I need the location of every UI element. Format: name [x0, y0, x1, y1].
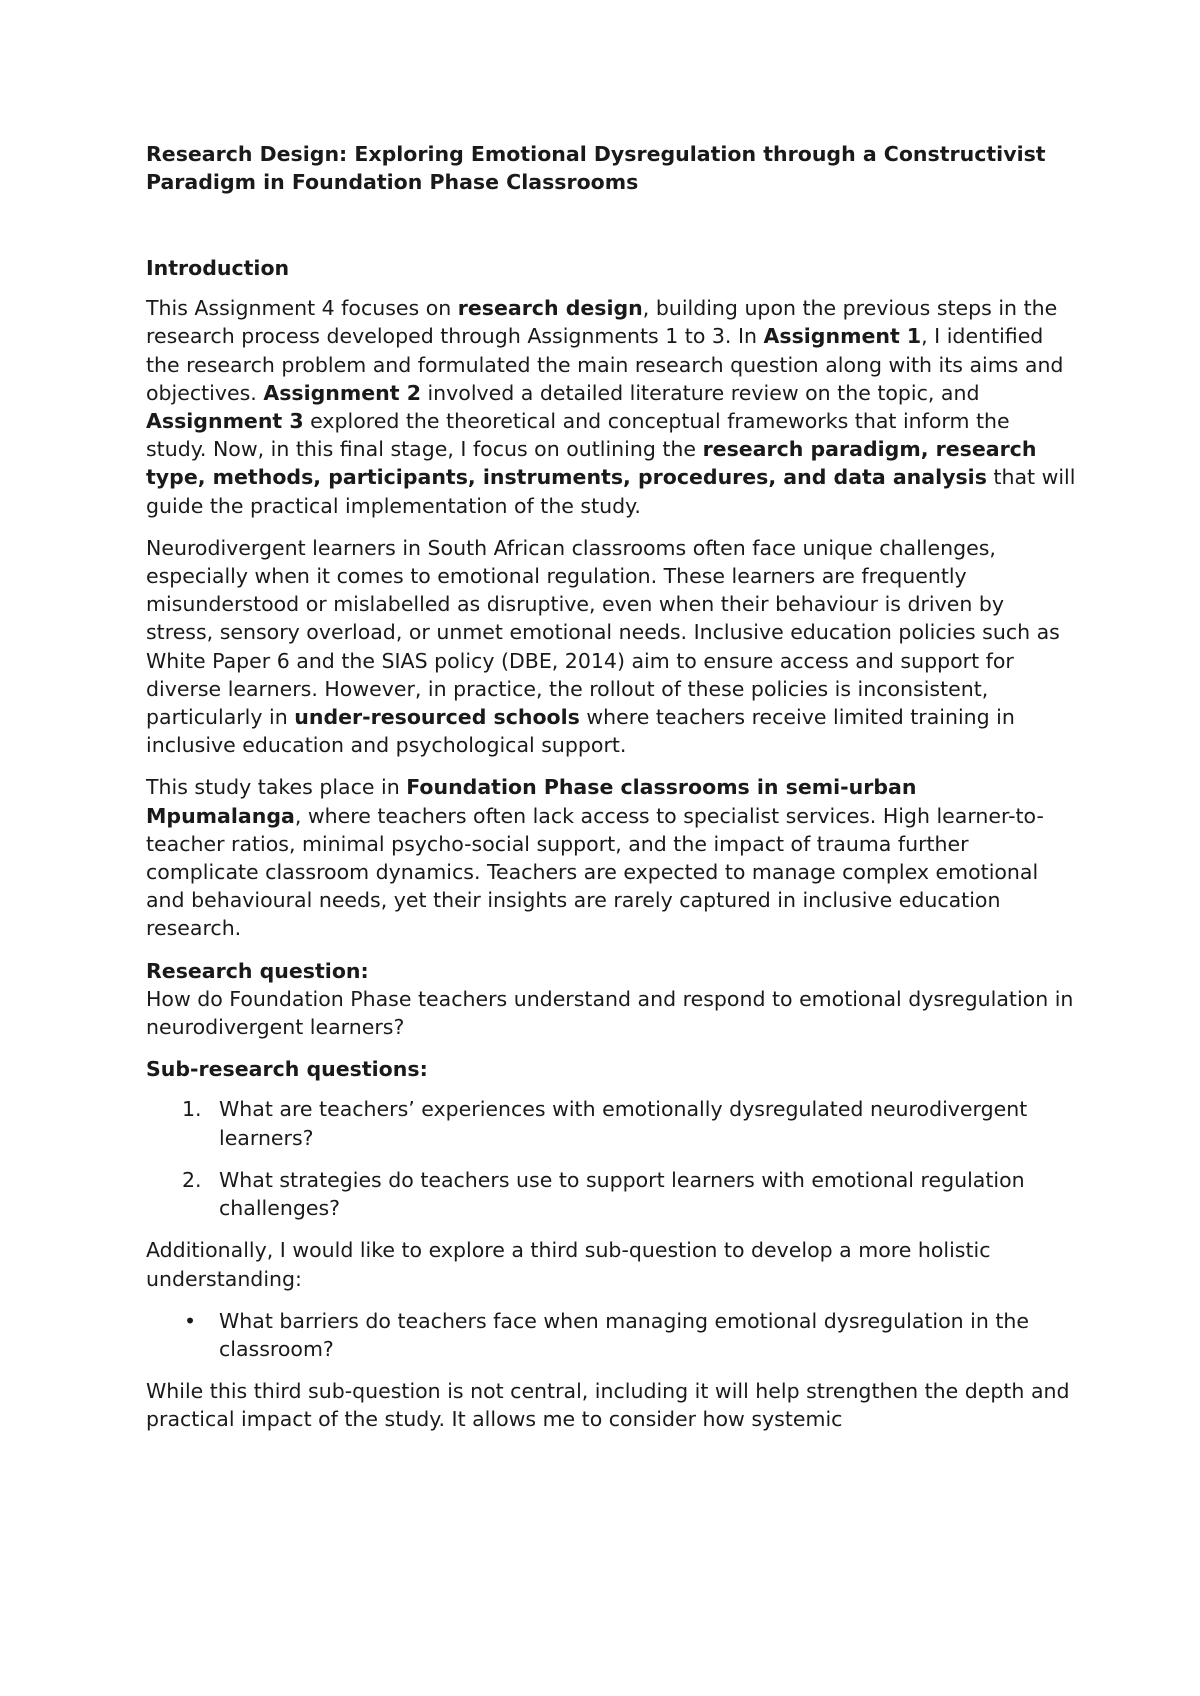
additional-paragraph: Additionally, I would like to explore a third sub-question to develop a more holistic understanding:	[146, 1238, 991, 1291]
text-run: This Assignment 4 focuses on	[146, 296, 458, 321]
closing-paragraph: While this third sub-question is not central, including it will help strengthen the depth and practical impact of the study. It allows me to consider how systemic	[146, 1379, 1070, 1432]
bold-text-run: research paradigm, research type, methods, participants, instruments, procedures, and data analysis	[146, 437, 1037, 490]
bold-text-run: Assignment 1	[763, 324, 922, 349]
list-item-text: What strategies do teachers use to support learners with emotional regulation challenges?	[219, 1167, 1025, 1221]
text-run: explored the theoretical and conceptual frameworks that inform the study. Now, in this final stage, I focus on outlining the	[146, 409, 1010, 462]
bold-text-run: Foundation Phase classrooms in semi-urban Mpumalanga	[146, 775, 917, 828]
text-run: that will guide the practical implementation of the study.	[146, 465, 1076, 518]
text-run: , where teachers often lack access to specialist services. High learner-to-teacher ratios, minimal psycho-social support, and the impact of trauma further complicate classroom dynamics. Teachers are expected to manage complex emotional and behavioural needs, yet their insights are rarely captured in inclusive education research.	[146, 803, 1044, 941]
research-question-heading: Research question:	[146, 958, 369, 983]
bold-text-run: Assignment 2	[263, 380, 421, 405]
list-number: 2.	[182, 1167, 202, 1192]
document-title: Research Design: Exploring Emotional Dysregulation through a Constructivist Paradigm in Foundation Phase Classrooms	[146, 142, 1046, 194]
text-run: involved a detailed literature review on the topic, and	[420, 380, 980, 405]
research-question-text: How do Foundation Phase teachers understand and respond to emotional dysregulation in neurodivergent learners?	[146, 986, 1074, 1040]
list-item	[146, 1307, 1076, 1363]
intro-paragraph-3	[146, 773, 1076, 942]
sub-questions-list	[146, 1095, 1076, 1222]
list-number: 1.	[182, 1097, 202, 1122]
text-run: , I identified the research problem and formulated the main research question along with its aims and objectives.	[146, 324, 1064, 405]
list-item	[146, 1095, 1076, 1151]
list-item	[146, 1166, 1076, 1222]
text-run: This study takes place in	[146, 775, 407, 800]
intro-paragraph-2	[146, 534, 1076, 760]
list-item-text: What are teachers’ experiences with emotionally dysregulated neurodivergent learners?	[219, 1097, 1028, 1150]
intro-heading: Introduction	[146, 256, 290, 280]
text-run: where teachers receive limited training in inclusive education and psychological support.	[146, 705, 1015, 758]
text-run: Neurodivergent learners in South African classrooms often face unique challenges, especially when it comes to emotional regulation. These learners are frequently misunderstood or mislabelled as disruptive, even when their behaviour is driven by stress, sensory overload, or unmet emotional needs. Inclusive education policies such as White Paper 6 and the SIAS policy (DBE, 2014) aim to ensure access and support for diverse learners. However, in practice, the rollout of these policies is inconsistent, particularly in	[146, 535, 1060, 730]
bullet-icon: •	[184, 1308, 197, 1333]
text-run: , building upon the previous steps in the research process developed through Assignments 1 to 3. In	[146, 296, 1058, 349]
document-page	[146, 140, 1076, 1448]
bold-text-run: Assignment 3	[146, 409, 304, 434]
research-question-block	[146, 957, 1076, 1042]
intro-paragraph-1	[146, 294, 1076, 520]
bullet-list	[146, 1307, 1076, 1363]
list-item-text: What barriers do teachers face when managing emotional dysregulation in the classroom?	[219, 1308, 1030, 1361]
bold-text-run: research design	[457, 296, 643, 321]
bold-text-run: under-resourced schools	[294, 705, 580, 730]
sub-questions-heading: Sub-research questions:	[146, 1057, 428, 1082]
